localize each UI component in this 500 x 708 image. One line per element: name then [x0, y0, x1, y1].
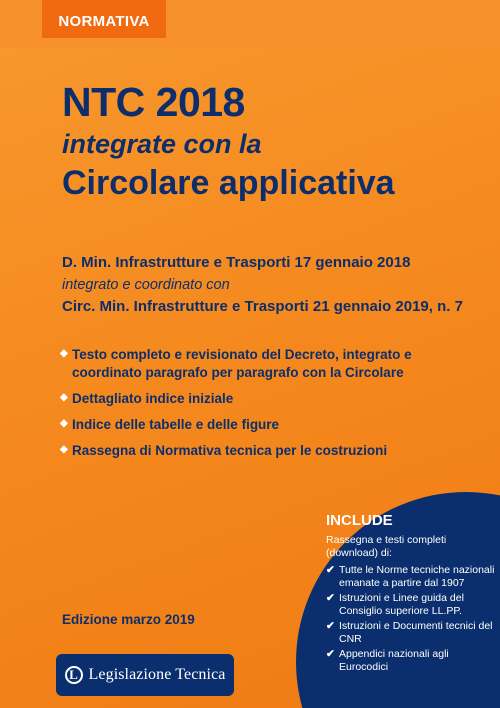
include-title: INCLUDE: [326, 512, 393, 529]
check-icon: ✔: [326, 620, 335, 632]
reference-decree: D. Min. Infrastrutture e Trasporti 17 gennaio 2018: [62, 254, 411, 271]
feature-item: [60, 416, 440, 434]
diamond-bullet-icon: ◆: [60, 444, 68, 455]
include-item: [326, 592, 498, 617]
check-icon: ✔: [326, 592, 335, 604]
feature-text: Rassegna di Normativa tecnica per le costruzioni: [72, 443, 388, 458]
include-item-text: Appendici nazionali agli Eurocodici: [339, 648, 449, 673]
publisher-name: Legislazione Tecnica: [88, 666, 226, 683]
publisher-logo-icon: L: [65, 666, 83, 684]
include-item-text: Istruzioni e Documenti tecnici del CNR: [339, 620, 493, 645]
title-italic: integrate con la: [62, 129, 262, 159]
reference-connector: integrato e coordinato con: [62, 277, 230, 293]
reference-circular: Circ. Min. Infrastrutture e Trasporti 21 gennaio 2019, n. 7: [62, 298, 463, 315]
include-list: [326, 564, 498, 673]
feature-item: [60, 390, 440, 408]
include-item: [326, 648, 498, 673]
feature-text: Dettagliato indice iniziale: [72, 391, 234, 406]
diamond-bullet-icon: ◆: [60, 348, 68, 359]
feature-item: [60, 346, 440, 382]
check-icon: ✔: [326, 564, 335, 576]
include-item: [326, 564, 498, 589]
include-box: [326, 512, 498, 676]
diamond-bullet-icon: ◆: [60, 418, 68, 429]
feature-item: [60, 442, 440, 460]
title-sub: Circolare applicativa: [62, 164, 395, 202]
edition-label: Edizione marzo 2019: [62, 612, 195, 627]
feature-text: Indice delle tabelle e delle figure: [72, 417, 280, 432]
check-icon: ✔: [326, 648, 335, 660]
feature-text: Testo completo e revisionato del Decreto, integrato e coordinato paragrafo per paragrafo con la Circolare: [72, 347, 412, 380]
publisher-badge: [56, 654, 234, 696]
include-item: [326, 620, 498, 645]
series-tag: NORMATIVA: [42, 0, 166, 38]
title-main: NTC 2018: [62, 79, 245, 125]
references: [62, 252, 482, 318]
feature-list: [60, 346, 440, 468]
include-intro: Rassegna e testi completi (download) di:: [326, 534, 447, 559]
title-block: [62, 80, 482, 204]
include-item-text: Tutte le Norme tecniche nazionali emanate a partire dal 1907: [339, 564, 495, 589]
include-item-text: Istruzioni e Linee guida del Consiglio superiore LL.PP.: [339, 592, 464, 617]
diamond-bullet-icon: ◆: [60, 392, 68, 403]
